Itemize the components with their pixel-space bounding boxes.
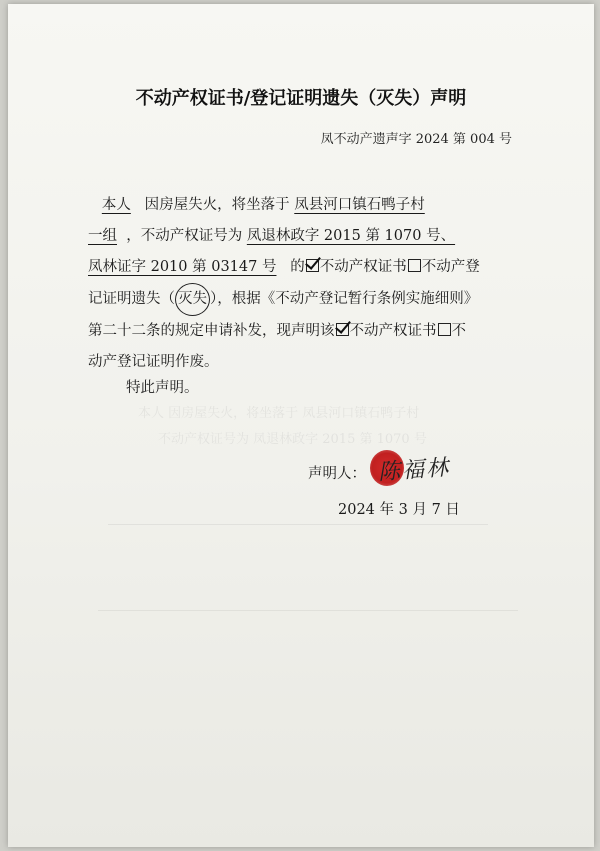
location-field-cont: 一组 [88,228,117,244]
closing-statement: 特此声明。 [126,380,199,396]
certificate-number-field-2: 凤林证字 2010 第 03147 号 [88,259,277,275]
declaration-date: 2024 年 3 月 7 日 [338,502,460,518]
page-title: 不动产权证书/登记证明遗失（灭失）声明 [135,88,467,109]
document-page [8,4,594,847]
fold-line [108,524,488,525]
show-through-text: 不动产权证号为 凤退林政字 2015 第 1070 号 [158,432,427,447]
checkbox-checked-icon [306,259,319,272]
fold-line [98,610,518,611]
body-line-4: 记证明遗失（ 灭失 ），根据《不动产登记暂行条例实施细则》 [88,283,518,316]
declaration-body [88,190,518,378]
body-line-3: 凤林证字 2010 第 03147 号 的 不动产权证书 不动产登 [88,259,480,275]
body-line-6: 动产登记证明作废。 [88,354,219,370]
body-line-1: 本人 因房屋失火，将坐落于 凤县河口镇石鸭子村 [101,197,425,213]
certificate-number-field: 凤退林政字 2015 第 1070 号、 [246,228,456,244]
checkbox-checked-icon [336,323,349,336]
declarant-field: 本人 [101,197,131,213]
handwritten-signature: 陈福林 [377,455,451,486]
show-through-text: 本人 因房屋失火，将坐落于 凤县河口镇石鸭子村 [138,406,420,421]
body-line-5: 第二十二条的规定申请补发，现声明该 不动产权证书 不 [88,323,466,339]
checkbox-empty-icon [438,323,451,336]
location-field: 凤县河口镇石鸭子村 [294,197,425,213]
checkbox-empty-icon [408,259,421,272]
document-number: 凤不动产遗声字 2024 第 004 号 [320,132,512,147]
circled-option: 灭失 [175,283,210,316]
declarant-label: 声明人： [308,466,366,482]
body-line-2: 一组 ，不动产权证号为 凤退林政字 2015 第 1070 号、 [88,228,456,244]
